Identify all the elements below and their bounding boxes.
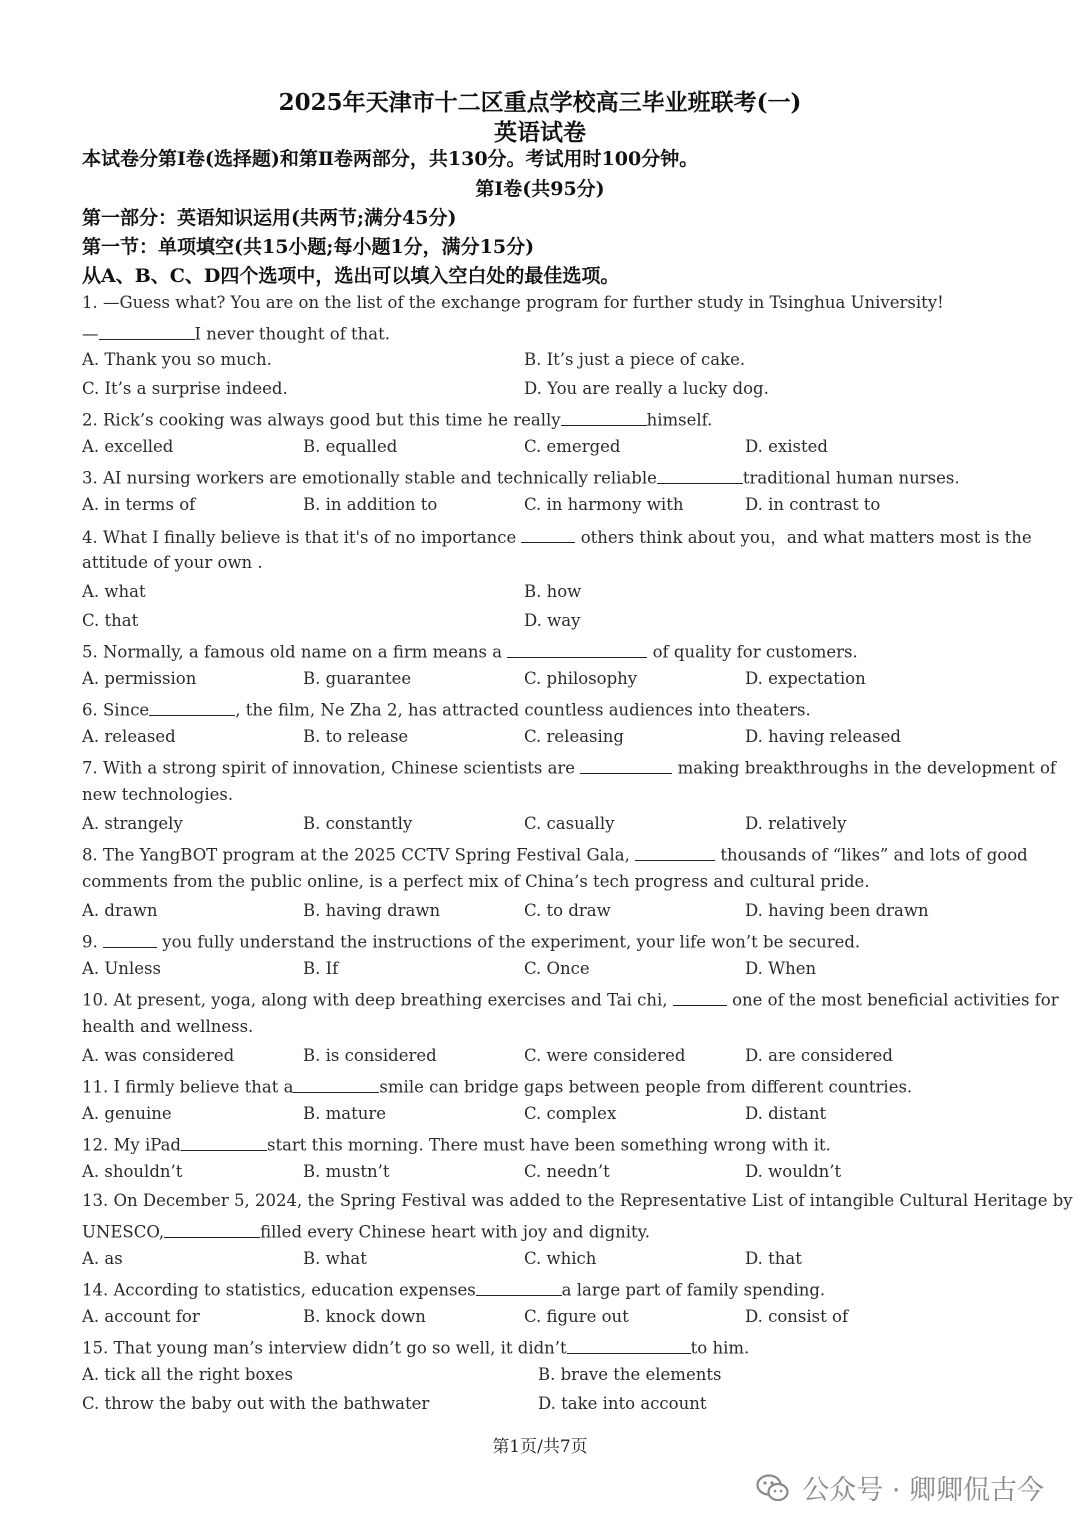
question-15-option-c: C. throw the baby out with the bathwater	[82, 1394, 430, 1413]
question-5-option-c: C. philosophy	[524, 669, 638, 688]
answer-blank	[507, 640, 647, 658]
wechat-icon	[756, 1473, 790, 1503]
question-1-option-d: D. You are really a lucky dog.	[524, 379, 769, 398]
question-13-option-a: A. as	[82, 1249, 123, 1268]
question-4-stem: 4. What I finally believe is that it's of no importance others think about you，and what matters most is the	[82, 524, 1032, 548]
answer-blank	[103, 930, 157, 948]
question-5-stem: 5. Normally, a famous old name on a firm means a of quality for customers.	[82, 640, 858, 662]
question-7-option-c: C. casually	[524, 814, 615, 833]
question-5-option-d: D. expectation	[745, 669, 866, 688]
question-2-option-d: D. existed	[745, 437, 828, 456]
question-9-option-d: D. When	[745, 959, 817, 978]
question-8-option-c: C. to draw	[524, 901, 611, 920]
watermark	[756, 1468, 1044, 1507]
question-12-stem: 12. My iPad start this morning. There must have been something wrong with it.	[82, 1133, 831, 1155]
question-4-option-d: D. way	[524, 611, 581, 630]
question-12-option-a: A. shouldn’t	[82, 1162, 183, 1181]
question-3-option-c: C. in harmony with	[524, 495, 684, 514]
question-8-option-b: B. having drawn	[303, 901, 441, 920]
question-3-stem: 3. AI nursing workers are emotionally stable and technically reliable traditional human nurses.	[82, 466, 960, 488]
question-6-option-c: C. releasing	[524, 727, 624, 746]
question-1-stem-line2: — I never thought of that.	[82, 322, 390, 344]
exam-title: 2025年天津市十二区重点学校高三毕业班联考(一)	[278, 89, 802, 116]
question-12-option-b: B. mustn’t	[303, 1162, 390, 1181]
volume-title: 第Ⅰ卷(共95分)	[475, 178, 605, 200]
answer-blank	[164, 1220, 260, 1238]
question-1-option-a: A. Thank you so much.	[82, 350, 272, 369]
exam-subject-title: 英语试卷	[494, 119, 586, 146]
question-10-option-b: B. is considered	[303, 1046, 437, 1065]
question-6-stem: 6. Since , the film, Ne Zha 2, has attracted countless audiences into theaters.	[82, 698, 811, 720]
question-8-stem: 8. The YangBOT program at the 2025 CCTV Spring Festival Gala, thousands of “likes” and lots of good	[82, 843, 1028, 865]
answer-blank	[149, 698, 235, 716]
question-4-option-a: A. what	[82, 582, 146, 601]
question-4-stem-line2: attitude of your own .	[82, 553, 263, 572]
question-10-stem-line2: health and wellness.	[82, 1017, 254, 1036]
question-12-option-c: C. needn’t	[524, 1162, 610, 1181]
question-2-option-a: A. excelled	[82, 437, 174, 456]
question-2-option-c: C. emerged	[524, 437, 621, 456]
section-title: 第一节：单项填空(共15小题;每小题1分，满分15分)	[82, 236, 535, 258]
question-15-stem: 15. That young man’s interview didn’t go so well, it didn’t to him.	[82, 1336, 749, 1358]
question-4-option-b: B. how	[524, 582, 582, 601]
answer-blank	[521, 526, 575, 544]
part-title: 第一部分：英语知识运用(共两节;满分45分)	[82, 207, 457, 229]
answer-blank	[580, 756, 672, 774]
question-7-option-a: A. strangely	[82, 814, 183, 833]
question-6-option-a: A. released	[82, 727, 176, 746]
question-5-option-a: A. permission	[82, 669, 197, 688]
question-13-stem-line2: UNESCO, filled every Chinese heart with joy and dignity.	[82, 1220, 650, 1242]
watermark-text: 公众号 · 卿卿侃古今	[802, 1475, 1044, 1506]
question-10-stem: 10. At present, yoga, along with deep breathing exercises and Tai chi, one of the most beneficial activities for	[82, 988, 1059, 1010]
answer-blank	[673, 988, 727, 1006]
question-2-option-b: B. equalled	[303, 437, 398, 456]
question-14-option-b: B. knock down	[303, 1307, 426, 1326]
question-14-option-d: D. consist of	[745, 1307, 849, 1326]
question-11-option-c: C. complex	[524, 1104, 617, 1123]
question-2-stem: 2. Rick’s cooking was always good but this time he really himself.	[82, 408, 712, 430]
question-13-option-c: C. which	[524, 1249, 597, 1268]
question-10-option-d: D. are considered	[745, 1046, 893, 1065]
answer-blank	[657, 466, 743, 484]
question-9-stem: 9. you fully understand the instructions of the experiment, your life won’t be secured.	[82, 930, 860, 952]
question-10-option-c: C. were considered	[524, 1046, 686, 1065]
exam-intro: 本试卷分第Ⅰ卷(选择题)和第Ⅱ卷两部分，共130分。考试用时100分钟。	[82, 148, 699, 170]
question-8-stem-line2: comments from the public online, is a perfect mix of China’s tech progress and cultural pride.	[82, 872, 870, 891]
question-4-option-c: C. that	[82, 611, 139, 630]
question-14-option-c: C. figure out	[524, 1307, 629, 1326]
answer-blank	[476, 1278, 562, 1296]
question-7-option-d: D. relatively	[745, 814, 847, 833]
answer-blank	[293, 1075, 379, 1093]
answer-blank	[99, 322, 195, 340]
question-11-stem: 11. I firmly believe that a smile can bridge gaps between people from different countries.	[82, 1075, 912, 1097]
question-7-option-b: B. constantly	[303, 814, 413, 833]
question-6-option-d: D. having released	[745, 727, 901, 746]
question-13-option-b: B. what	[303, 1249, 367, 1268]
question-9-option-a: A. Unless	[82, 959, 161, 978]
question-7-stem: 7. With a strong spirit of innovation, Chinese scientists are making breakthroughs in the development of	[82, 756, 1056, 778]
question-9-option-b: B. If	[303, 959, 339, 978]
question-11-option-d: D. distant	[745, 1104, 827, 1123]
answer-blank	[635, 843, 715, 861]
answer-blank	[561, 408, 647, 426]
question-15-option-d: D. take into account	[538, 1394, 707, 1413]
page-number: 第1页/共7页	[492, 1437, 588, 1457]
question-14-stem: 14. According to statistics, education expenses a large part of family spending.	[82, 1278, 825, 1300]
question-15-option-b: B. brave the elements	[538, 1365, 722, 1384]
section-instruction: 从A、B、C、D四个选项中，选出可以填入空白处的最佳选项。	[82, 265, 620, 287]
answer-blank	[567, 1336, 691, 1354]
question-1-option-c: C. It’s a surprise indeed.	[82, 379, 288, 398]
question-10-option-a: A. was considered	[82, 1046, 235, 1065]
question-13-stem: 13. On December 5, 2024, the Spring Festival was added to the Representative List of intangible Cultural Heritage by	[82, 1191, 1073, 1210]
question-6-option-b: B. to release	[303, 727, 409, 746]
question-3-option-d: D. in contrast to	[745, 495, 881, 514]
question-8-option-a: A. drawn	[82, 901, 158, 920]
question-8-option-d: D. having been drawn	[745, 901, 929, 920]
answer-blank	[181, 1133, 267, 1151]
question-3-option-b: B. in addition to	[303, 495, 438, 514]
question-3-option-a: A. in terms of	[82, 495, 196, 514]
question-13-option-d: D. that	[745, 1249, 802, 1268]
question-9-option-c: C. Once	[524, 959, 590, 978]
question-5-option-b: B. guarantee	[303, 669, 412, 688]
question-1-option-b: B. It’s just a piece of cake.	[524, 350, 746, 369]
question-7-stem-line2: new technologies.	[82, 785, 234, 804]
question-1-stem: 1. —Guess what? You are on the list of the exchange program for further study in Tsinghua University!	[82, 293, 944, 312]
question-15-option-a: A. tick all the right boxes	[82, 1365, 293, 1384]
question-14-option-a: A. account for	[82, 1307, 200, 1326]
question-12-option-d: D. wouldn’t	[745, 1162, 842, 1181]
question-11-option-a: A. genuine	[82, 1104, 172, 1123]
question-11-option-b: B. mature	[303, 1104, 387, 1123]
